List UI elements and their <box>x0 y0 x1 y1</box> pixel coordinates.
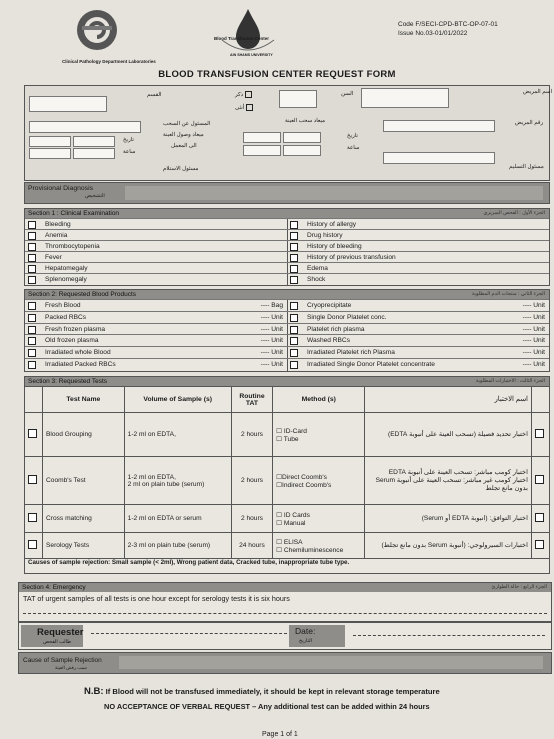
nb-text: If Blood will not be transfused immediately, it should be kept in relevant storage temperature <box>105 687 440 696</box>
test-select-checkbox[interactable] <box>535 475 544 484</box>
section2-label: Cryoprecipitate <box>307 302 352 309</box>
test-arabic: اختبار تحديد فصيلة (تسحب العينة على أنبوبة EDTA) <box>365 413 532 457</box>
section2-row <box>25 358 287 371</box>
test-select-checkbox[interactable] <box>535 513 544 522</box>
section1-checkbox[interactable] <box>28 254 36 262</box>
test-arabic: اختبار التوافق: (انبوبة EDTA أو Serum) <box>365 505 532 533</box>
section2-unit: ---- Unit <box>522 302 545 309</box>
test-name: Blood Grouping <box>43 413 125 457</box>
section2-label: Irradiated Platelet rich Plasma <box>307 349 395 357</box>
test-method-option[interactable]: ☐ ID Cards <box>276 511 310 519</box>
deliverer-field[interactable] <box>383 152 495 164</box>
section1-label: Hepatomegaly <box>45 265 88 272</box>
patient-name-label: اسم المريض <box>523 89 553 95</box>
test-row <box>25 457 550 505</box>
section2-blood-products <box>24 289 550 372</box>
date-label-box <box>289 625 345 647</box>
test-volume: 1-2 ml on EDTA, <box>124 413 231 457</box>
test-tat: 24 hours <box>231 533 272 559</box>
section1-label: History of allergy <box>307 221 357 228</box>
section1-label: Thrombocytopenia <box>45 243 100 250</box>
section2-label: Irradiated Packed RBCs <box>45 361 116 368</box>
section2-unit: ---- Unit <box>260 337 283 345</box>
section1-checkbox[interactable] <box>28 232 36 240</box>
male-label: ذكر <box>235 91 252 98</box>
test-method-cell <box>273 533 365 559</box>
section2-unit: ---- Unit <box>260 313 283 321</box>
section1-label: Bleeding <box>45 221 71 228</box>
section2-checkbox[interactable] <box>28 337 36 345</box>
sample-arrival-label: ميعاد وصول العينة <box>163 132 204 138</box>
test-method-option[interactable]: ☐ ID-Card <box>276 427 307 435</box>
section2-row <box>287 358 549 371</box>
section1-label: Edema <box>307 265 328 272</box>
to-lab-date-field[interactable] <box>243 145 281 156</box>
section2-label: Fresh Blood <box>45 302 81 309</box>
emergency-text: TAT of urgent samples of all tests is one hour except for serology tests it is six hours <box>23 594 290 603</box>
test-tat: 2 hours <box>231 457 272 505</box>
section1-checkbox[interactable] <box>28 243 36 251</box>
test-volume: 1-2 ml on EDTA or serum <box>124 505 231 533</box>
test-select-checkbox[interactable] <box>28 513 37 522</box>
btc-logo <box>212 6 284 62</box>
doc-code-block <box>398 20 498 38</box>
receiver-label: مسئول الاستلام <box>163 166 199 172</box>
section1-checkbox[interactable] <box>290 232 298 240</box>
verbal-note: NO ACCEPTANCE OF VERBAL REQUEST – Any additional test can be added within 24 hours <box>104 702 430 711</box>
test-checkbox-cell <box>25 457 43 505</box>
section1-label: History of bleeding <box>307 243 362 250</box>
test-arabic: اختبارات السيرولوجي: (أنبوبة Serum بدون مانع تجلط) <box>365 533 532 559</box>
section1-checkbox[interactable] <box>290 276 298 284</box>
test-method-option[interactable]: ☐ Manual <box>276 519 306 527</box>
test-select-checkbox[interactable] <box>28 429 37 438</box>
sample-official-label: المسئول عن السحب <box>163 121 211 127</box>
section1-label: Shock <box>307 276 326 283</box>
col-method: Method (s) <box>273 387 365 413</box>
date-field[interactable] <box>353 635 545 636</box>
hour-label-1: ساعة <box>123 149 136 155</box>
page-number: Page 1 of 1 <box>262 731 298 738</box>
lab-logo <box>62 8 156 64</box>
test-method-option[interactable]: ☐ ELISA <box>276 538 303 546</box>
test-name: Cross matching <box>43 505 125 533</box>
female-label: أنثى <box>235 104 253 111</box>
to-lab-label: الى المعمل <box>171 143 197 149</box>
section1-checkbox[interactable] <box>290 254 298 262</box>
test-row <box>25 505 550 533</box>
requester-label-box <box>21 625 83 647</box>
rejection-cause-label: Cause of Sample Rejection <box>23 657 102 664</box>
requester-row <box>18 622 552 650</box>
section3-requested-tests <box>24 376 550 574</box>
col-tat: Routine TAT <box>231 387 272 413</box>
tests-header-row <box>25 387 550 413</box>
section2-unit: ---- Unit <box>260 361 283 368</box>
section1-label: History of previous transfusion <box>307 254 396 261</box>
section2-checkbox[interactable] <box>290 349 298 357</box>
date-label-2: تاريخ <box>347 133 358 139</box>
section2-label: Fresh frozen plasma <box>45 325 106 333</box>
patient-no-label: رقم المريض <box>515 120 544 126</box>
female-checkbox[interactable] <box>246 104 253 111</box>
section2-unit: ---- Unit <box>522 361 545 368</box>
section1-checkbox[interactable] <box>28 276 36 284</box>
test-method-option[interactable]: ☐ Tube <box>276 435 299 443</box>
hour-label-2: ساعة <box>347 145 360 151</box>
requester-label: Requester <box>37 627 84 638</box>
section2-checkbox[interactable] <box>28 326 36 334</box>
test-select-checkbox[interactable] <box>535 540 544 549</box>
patient-header <box>24 85 553 181</box>
section1-label: Splenomegaly <box>45 276 87 283</box>
arrival-hour-field[interactable] <box>283 132 321 143</box>
section1-label: Anemia <box>45 232 68 239</box>
section1-row <box>25 273 287 285</box>
tests-table <box>24 386 550 559</box>
test-select-checkbox[interactable] <box>535 429 544 438</box>
section2-title: Section 2: Requested Blood Products الجزء الثاني : منتجات الدم المطلوبة <box>25 290 549 299</box>
section2-label: Washed RBCs <box>307 337 350 345</box>
test-name: Serology Tests <box>43 533 125 559</box>
test-method-option[interactable]: ☐ Chemiluminescence <box>276 546 344 554</box>
section2-checkbox[interactable] <box>290 337 298 345</box>
section2-unit: ---- Bag <box>260 302 283 309</box>
section1-clinical-exam <box>24 208 550 286</box>
test-checkbox-cell <box>25 533 43 559</box>
btc-logo-sub: AIN SHAMS UNIVERSITY <box>230 53 273 57</box>
col-volume: Volume of Sample (s) <box>124 387 231 413</box>
test-checkbox-cell <box>531 533 549 559</box>
section1-label: Fever <box>45 254 62 261</box>
section2-label: Platelet rich plasma <box>307 325 365 333</box>
sample-time-label: ميعاد سحب العينة <box>285 118 326 124</box>
test-method-cell <box>273 457 365 505</box>
test-checkbox-cell <box>531 457 549 505</box>
section2-checkbox[interactable] <box>28 349 36 357</box>
section4-emergency <box>18 582 552 622</box>
section2-unit: ---- Unit <box>522 325 545 333</box>
section1-checkbox[interactable] <box>290 221 298 229</box>
sample-hour-field[interactable] <box>73 136 115 147</box>
arrival-date-field[interactable] <box>243 132 281 143</box>
test-volume: 2-3 ml on plain tube (serum) <box>124 533 231 559</box>
lab-logo-caption: Clinical Pathology Department Laboratories <box>62 59 156 64</box>
doc-issue: Issue No.03-01/01/2022 <box>398 30 468 37</box>
test-checkbox-cell <box>25 413 43 457</box>
to-lab-hour-field[interactable] <box>283 145 321 156</box>
age-field[interactable] <box>361 88 449 108</box>
section1-row <box>287 273 549 285</box>
section2-label: Old frozen plasma <box>45 337 99 345</box>
section2-checkbox[interactable] <box>28 314 36 322</box>
emergency-line <box>23 613 547 614</box>
date-label-1: تاريخ <box>123 137 134 143</box>
test-method-option[interactable]: ☐Direct Coomb's <box>276 473 327 481</box>
test-checkbox-cell <box>25 505 43 533</box>
date-label-ar: التاريخ <box>299 638 312 644</box>
provisional-diagnosis-field[interactable] <box>125 186 543 200</box>
nb-note <box>84 686 440 697</box>
test-tat: 2 hours <box>231 413 272 457</box>
test-name: Coomb's Test <box>43 457 125 505</box>
rejection-cause-label-ar: سبب رفض العينة <box>55 665 87 670</box>
section1-title: Section 1 : Clinical Examination الجزء الأول : الفحص السريري <box>25 209 549 218</box>
section1-checkbox[interactable] <box>28 221 36 229</box>
lab-logo-icon <box>62 8 132 54</box>
sample-official-field[interactable] <box>29 121 141 133</box>
section2-checkbox[interactable] <box>28 302 36 310</box>
test-volume: 1-2 ml on EDTA, 2 ml on plain tube (serum) <box>124 457 231 505</box>
section2-label: Irradiated Single Donor Platelet concentrate <box>307 361 435 368</box>
section1-checkbox[interactable] <box>28 265 36 273</box>
section2-checkbox[interactable] <box>28 361 36 369</box>
section2-unit: ---- Unit <box>522 313 545 321</box>
male-checkbox[interactable] <box>245 91 252 98</box>
doc-code: Code F/SECI-CPD-BTC-OP-07-01 <box>398 21 498 28</box>
section2-unit: ---- Unit <box>522 349 545 357</box>
test-row <box>25 413 550 457</box>
section2-label: Single Donor Platelet conc. <box>307 313 387 321</box>
nb-label: N.B: <box>84 686 104 697</box>
rejection-cause-field[interactable] <box>119 656 543 669</box>
date-label: Date: <box>295 626 316 636</box>
tests-body <box>25 413 550 559</box>
provisional-diagnosis-row <box>24 182 550 204</box>
section1-checkbox[interactable] <box>290 243 298 251</box>
section1-label: Drug history <box>307 232 343 239</box>
receive-date-field[interactable] <box>29 148 71 159</box>
section2-checkbox[interactable] <box>290 302 298 310</box>
section2-checkbox[interactable] <box>290 314 298 322</box>
section3-title: Section 3: Requested Tests الجزء الثالث : الاختبارات المطلوبة <box>25 377 549 386</box>
receive-hour-field[interactable] <box>73 148 115 159</box>
btc-logo-caption: Blood Transfusion Center <box>214 36 270 41</box>
rejection-cause-row <box>18 652 552 674</box>
col-arabic: اسم الاختبار <box>365 387 532 413</box>
test-tat: 2 hours <box>231 505 272 533</box>
patient-no-field[interactable] <box>383 120 495 132</box>
section2-checkbox[interactable] <box>290 326 298 334</box>
section2-checkbox[interactable] <box>290 361 298 369</box>
requester-label-ar: طالب الفحص <box>43 639 72 645</box>
requester-field[interactable] <box>91 633 287 634</box>
section2-unit: ---- Unit <box>522 337 545 345</box>
test-select-checkbox[interactable] <box>28 540 37 549</box>
sample-date-field[interactable] <box>29 136 71 147</box>
section2-label: Irradiated whole Blood <box>45 349 111 357</box>
provisional-label: Provisional Diagnosis <box>28 185 93 192</box>
test-checkbox-cell <box>531 413 549 457</box>
section2-label: Packed RBCs <box>45 313 87 321</box>
col-test-name: Test Name <box>43 387 125 413</box>
test-method-option[interactable]: ☐Indirect Coomb's <box>276 481 332 489</box>
test-arabic: اختبار كومب مباشر: تسحب العينة على أنبوبة EDTA اختبار كومب غير مباشر: تسحب العينة على أنبوبة Serum بدون مانع تجلط <box>365 457 532 505</box>
provisional-label-ar: التشخيص <box>85 193 105 199</box>
section4-title: Section 4: Emergency الجزء الرابع : حالة الطوارئ <box>19 583 551 592</box>
test-method-cell <box>273 413 365 457</box>
age-label: السن <box>341 91 354 97</box>
sample-rejection-causes: Causes of sample rejection: Small sample (< 2ml), Wrong patient data, Cracked tube, inappropriate tube type. <box>28 559 350 566</box>
deliverer-label: مسئول التسليم <box>509 164 544 170</box>
test-select-checkbox[interactable] <box>28 475 37 484</box>
test-checkbox-cell <box>531 505 549 533</box>
form-title: BLOOD TRANSFUSION CENTER REQUEST FORM <box>158 69 396 80</box>
department-label: القسم <box>147 92 162 98</box>
test-row <box>25 533 550 559</box>
type-field[interactable] <box>279 90 317 108</box>
section2-unit: ---- Unit <box>260 325 283 333</box>
section2-unit: ---- Unit <box>260 349 283 357</box>
test-method-cell <box>273 505 365 533</box>
department-field[interactable] <box>29 96 107 112</box>
section1-checkbox[interactable] <box>290 265 298 273</box>
